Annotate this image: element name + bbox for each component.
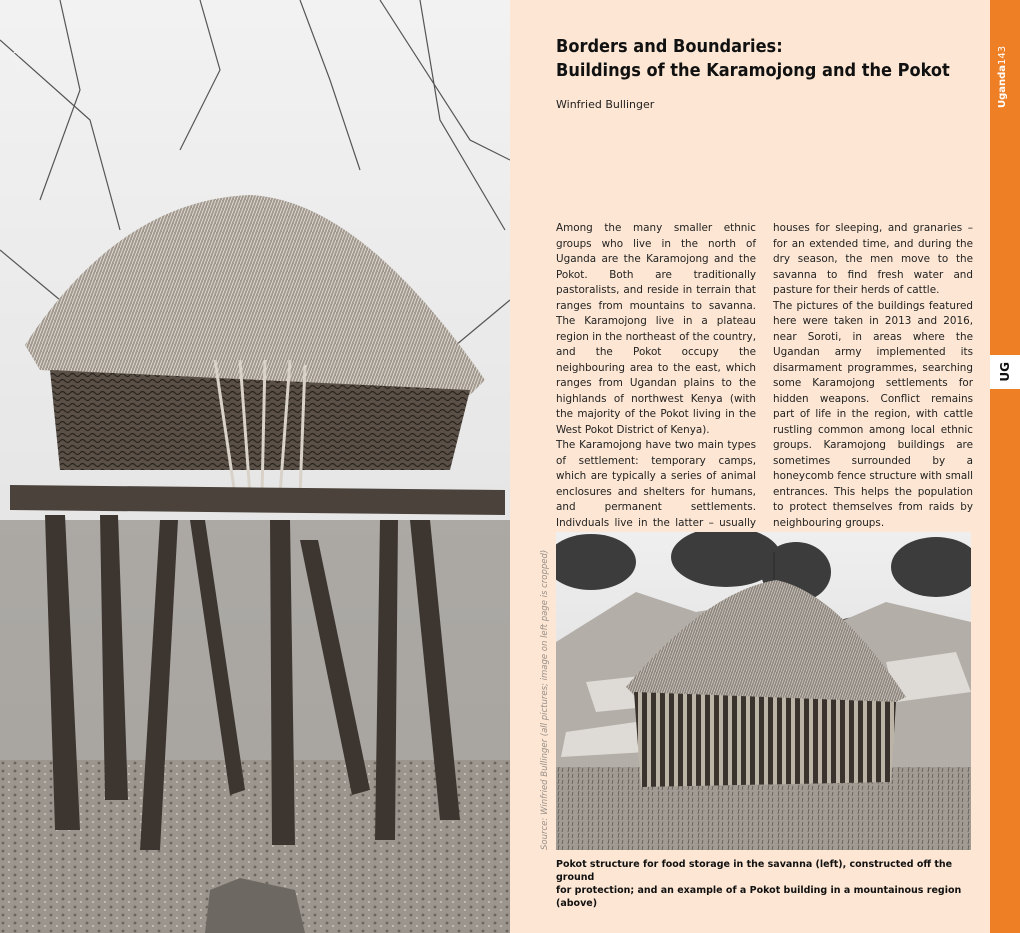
country-code: UG <box>998 362 1012 382</box>
caption-line-2: for protection; and an example of a Pokot building in a mountainous region (above) <box>556 885 962 909</box>
caption-line-1: Pokot structure for food storage in the savanna (left), constructed off the ground <box>556 859 953 883</box>
title-line-2: Buildings of the Karamojong and the Pokot <box>556 60 950 81</box>
pokot-building-photo <box>556 532 971 850</box>
running-header <box>997 38 1013 108</box>
page-number: 143 <box>997 45 1008 65</box>
text-column-2 <box>773 221 973 531</box>
article-page <box>510 0 990 933</box>
country-sidebar <box>990 0 1020 933</box>
paragraph: houses for sleeping, and granaries – for an extended time, and during the dry season, the men move to the savanna to find fresh water and pasture for their herds of cattle. <box>773 222 973 296</box>
paragraph: The Karamojong have two main types of settlement: temporary camps, which are typically a series of animal enclosures and shelters for humans, and permanent settlements. Indivduals live in the latter – usually <box>556 439 756 529</box>
title-line-1: Borders and Boundaries: <box>556 36 783 57</box>
pokot-building-illustration <box>556 532 971 850</box>
paragraph: The pictures of the buildings featured here were taken in 2013 and 2016, near Soroti, in areas where the Ugandan army implemented its disarmament programmes, searching some Karamojong settlements for hidden weapons. Conflict remains part of life in the region, with cattle rustling common among local ethnic groups. Karamojong buildings are sometimes surrounded by a honeycomb fence structure with small entrances. This helps the population to protect themselves from raids by neighbouring groups. <box>773 299 973 529</box>
country-name: Uganda <box>997 64 1008 108</box>
country-thumb-tab <box>990 355 1020 389</box>
left-page-number: 142 <box>12 50 23 70</box>
photo-caption <box>556 858 976 910</box>
article-title <box>556 35 976 83</box>
paragraph: Among the many smaller ethnic groups who live in the north of Uganda are the Karamojong and the Pokot. Both are traditionally pastoralists, and reside in terrain that ranges from mountains to savanna. The Karamojong live in a plateau region in the northeast of the country, and the Pokot occupy the neighbouring area to the east, which ranges from Ugandan plains to the highlands of northwest Kenya (with the majority of the Pokot living in the West Pokot District of Kenya). <box>556 222 756 436</box>
photo-credit: Source: Winfried Bullinger (all pictures; image on left page is cropped) <box>540 549 550 850</box>
author-name: Winfried Bullinger <box>556 98 655 111</box>
text-column-1 <box>556 221 756 547</box>
